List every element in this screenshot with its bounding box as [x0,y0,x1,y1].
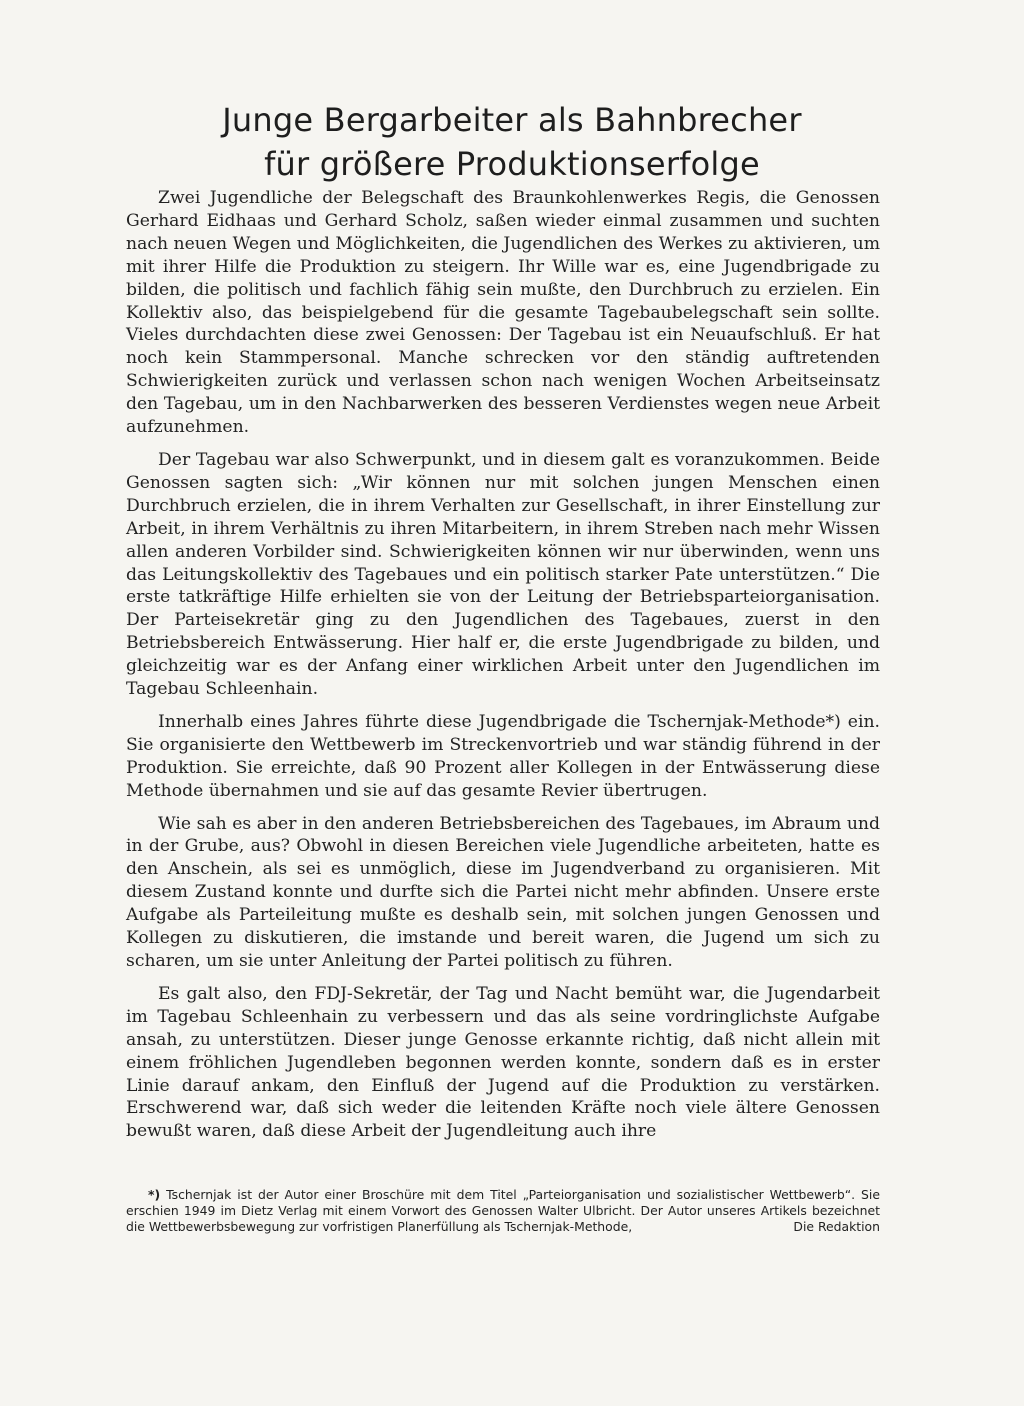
footnote-marker: *) [148,1187,161,1202]
paragraph-3: Innerhalb eines Jahres führte diese Jugendbrigade die Tschernjak-Methode*) ein. Sie organisierte den Wettbewerb im Streckenvortrieb und war ständig führend in der Produktion. Sie erreichte, daß 90 Prozent aller Kollegen in der Entwässerung diese Methode übernahmen und sie auf das gesamte Revier übertrugen. [126,711,880,801]
paragraph-2: Der Tagebau war also Schwerpunkt, und in diesem galt es voranzukommen. Beide Genossen sagten sich: „Wir können nur mit solchen jungen Menschen einen Durchbruch erzielen, die in ihrem Verhalten zur Gesellschaft, in ihrer Einstellung zur Arbeit, in ihrem Verhältnis zu ihren Mitarbeitern, in ihrem Streben nach mehr Wissen allen anderen Vorbilder sind. Schwierigkeiten können wir nur überwinden, wenn uns das Leitungskollektiv des Tagebaues und ein politisch starker Pate unterstützen.“ Die erste tatkräftige Hilfe erhielten sie von der Leitung der Betriebsparteiorganisation. Der Parteisekretär ging zu den Jugendlichen des Tagebaues, zuerst in den Betriebsbereich Entwässerung. Hier half er, die erste Jugendbrigade zu bilden, und gleichzeitig war es der Anfang einer wirklichen Arbeit unter den Jugendlichen im Tagebau Schleenhain. [126,449,880,700]
title-line-2: für größere Produktionserfolge [264,145,760,183]
article-body [126,187,880,1153]
paragraph-1: Zwei Jugendliche der Belegschaft des Braunkohlenwerkes Regis, die Genossen Gerhard Eidhaas und Gerhard Scholz, saßen wieder einmal zusammen und suchten nach neuen Wegen und Möglichkeiten, die Jugendlichen des Werkes zu aktivieren, um mit ihrer Hilfe die Produktion zu steigern. Ihr Wille war es, eine Jugendbrigade zu bilden, die politisch und fachlich fähig sein mußte, den Durchbruch zu erzielen. Ein Kollektiv also, das beispielgebend für die gesamte Tagebaubelegschaft sein sollte. Vieles durchdachten diese zwei Genossen: Der Tagebau ist ein Neuaufschluß. Er hat noch kein Stammpersonal. Manche schrecken vor den ständig auftretenden Schwierigkeiten zurück und verlassen schon nach wenigen Wochen Arbeitseinsatz den Tagebau, um in den Nachbarwerken des besseren Verdienstes wegen neue Arbeit aufzunehmen. [126,188,880,438]
article-title [0,98,1024,186]
title-line-1: Junge Bergarbeiter als Bahnbrecher [222,101,802,139]
paragraph-4: Wie sah es aber in den anderen Betriebsbereichen des Tagebaues, im Abraum und in der Grube, aus? Obwohl in diesen Bereichen viele Jugendliche arbeiteten, hatte es den Anschein, als sei es unmöglich, diese im Jugendverband zu organisieren. Mit diesem Zustand konnte und durfte sich die Partei nicht mehr abfinden. Unsere erste Aufgabe als Parteileitung mußte es deshalb sein, mit solchen jungen Genossen und Kollegen zu diskutieren, die imstande und bereit waren, die Jugend um sich zu scharen, um sie unter Anleitung der Partei politisch zu führen. [126,813,880,971]
footnote [126,1187,880,1235]
paragraph-5: Es galt also, den FDJ-Sekretär, der Tag und Nacht bemüht war, die Jugendarbeit im Tagebau Schleenhain zu verbessern und das als seine vordringlichste Aufgabe ansah, zu unterstützen. Dieser junge Genosse erkannte richtig, daß nicht allein mit einem fröhlichen Jugendleben begonnen werden konnte, sondern daß es in erster Linie darauf ankam, den Einfluß der Jugend auf die Produktion zu verstärken. Erschwerend war, daß sich weder die leitenden Kräfte noch viele ältere Genossen bewußt waren, daß diese Arbeit der Jugendleitung auch ihre [126,983,880,1142]
footnote-signature: Die Redaktion [793,1219,880,1234]
footnote-text: Tschernjak ist der Autor einer Broschüre mit dem Titel „Parteiorganisation und sozialistischer Wettbewerb“. Sie erschien 1949 im Dietz Verlag mit einem Vorwort des Genossen Walter Ulbricht. Der Autor unseres Artikels bezeichnet die Wettbewerbsbewegung zur vorfristigen Planerfüllung als Tschernjak-Methode, [126,1187,880,1234]
